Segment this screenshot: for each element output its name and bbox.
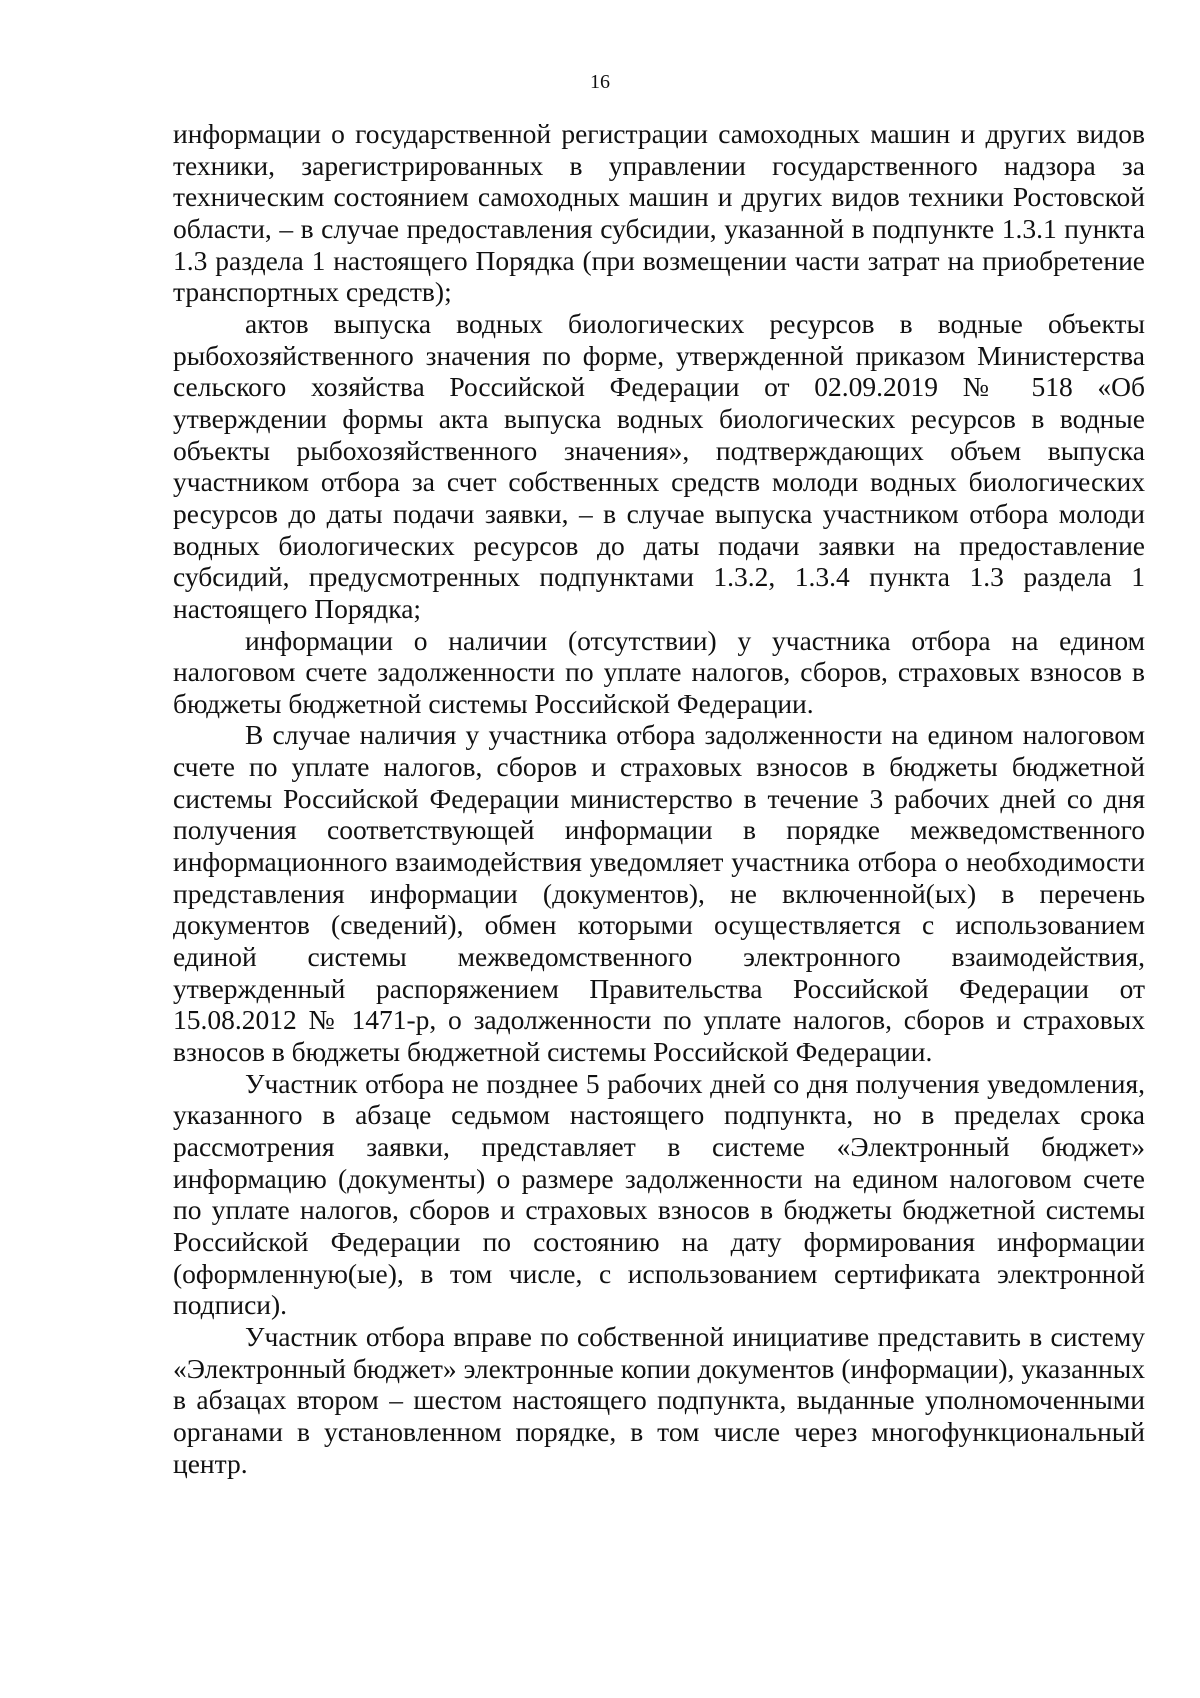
paragraph-own-initiative: Участник отбора вправе по собственной инициативе представить в систему «Электронный бюджет» электронные копии документов (информации), указанных в абзацах втором – шестом настоящего подпункта, выданные уполномоченными органами в установленном порядке, в том числе через многофункциональный центр.	[173, 1320, 1145, 1479]
paragraph-tax-debt-info: информации о наличии (отсутствии) у участника отбора на едином налоговом счете задолженности по уплате налогов, сборов, страховых взносов в бюджеты бюджетной системы Российской Федерации.	[173, 624, 1145, 719]
paragraph-release-acts: актов выпуска водных биологических ресурсов в водные объекты рыбохозяйственного значения по форме, утвержденной приказом Министерства сельского хозяйства Российской Федерации от 02.09.2019 № 518 «Об утверждении формы акта выпуска водных биологических ресурсов в водные объекты рыбохозяйственного значения», подтверждающих объем выпуска участником отбора за счет собственных средств молоди водных биологических ресурсов до даты подачи заявки, – в случае выпуска участником отбора молоди водных биологических ресурсов до даты подачи заявки на предоставление субсидий, предусмотренных подпунктами 1.3.2, 1.3.4 пункта 1.3 раздела 1 настоящего Порядка;	[173, 307, 1145, 624]
paragraph-continuation-state-registration-info: информации о государственной регистрации самоходных машин и других видов техники, зарегистрированных в управлении государственного надзора за техническим состоянием самоходных машин и других видов техники Ростовской области, – в случае предоставления субсидии, указанной в подпункте 1.3.1 пункта 1.3 раздела 1 настоящего Порядка (при возмещении части затрат на приобретение транспортных средств);	[173, 118, 1145, 308]
paragraph-debt-notification: В случае наличия у участника отбора задолженности на едином налоговом счете по уплате налогов, сборов и страховых взносов в бюджеты бюджетной системы Российской Федерации министерство в течение 3 рабочих дней со дня получения соответствующей информации в порядке межведомственного информационного взаимодействия уведомляет участника отбора о необходимости представления информации (документов), не включенной(ых) в перечень документов (сведений), обмен которыми осуществляется с использованием единой системы межведомственного электронного взаимодействия, утвержденный распоряжением Правительства Российской Федерации от 15.08.2012 № 1471-р, о задолженности по уплате налогов, сборов и страховых взносов в бюджеты бюджетной системы Российской Федерации.	[173, 719, 1145, 1068]
page-number: 16	[590, 71, 610, 93]
paragraph-participant-submission: Участник отбора не позднее 5 рабочих дней со дня получения уведомления, указанного в абзаце седьмом настоящего подпункта, но в пределах срока рассмотрения заявки, представляет в системе «Электронный бюджет» информацию (документы) о размере задолженности на едином налоговом счете по уплате налогов, сборов и страховых взносов в бюджеты бюджетной системы Российской Федерации по состоянию на дату формирования информации (оформленную(ые), в том числе, с использованием сертификата электронной подписи).	[173, 1067, 1145, 1321]
document-body	[173, 118, 1145, 1479]
